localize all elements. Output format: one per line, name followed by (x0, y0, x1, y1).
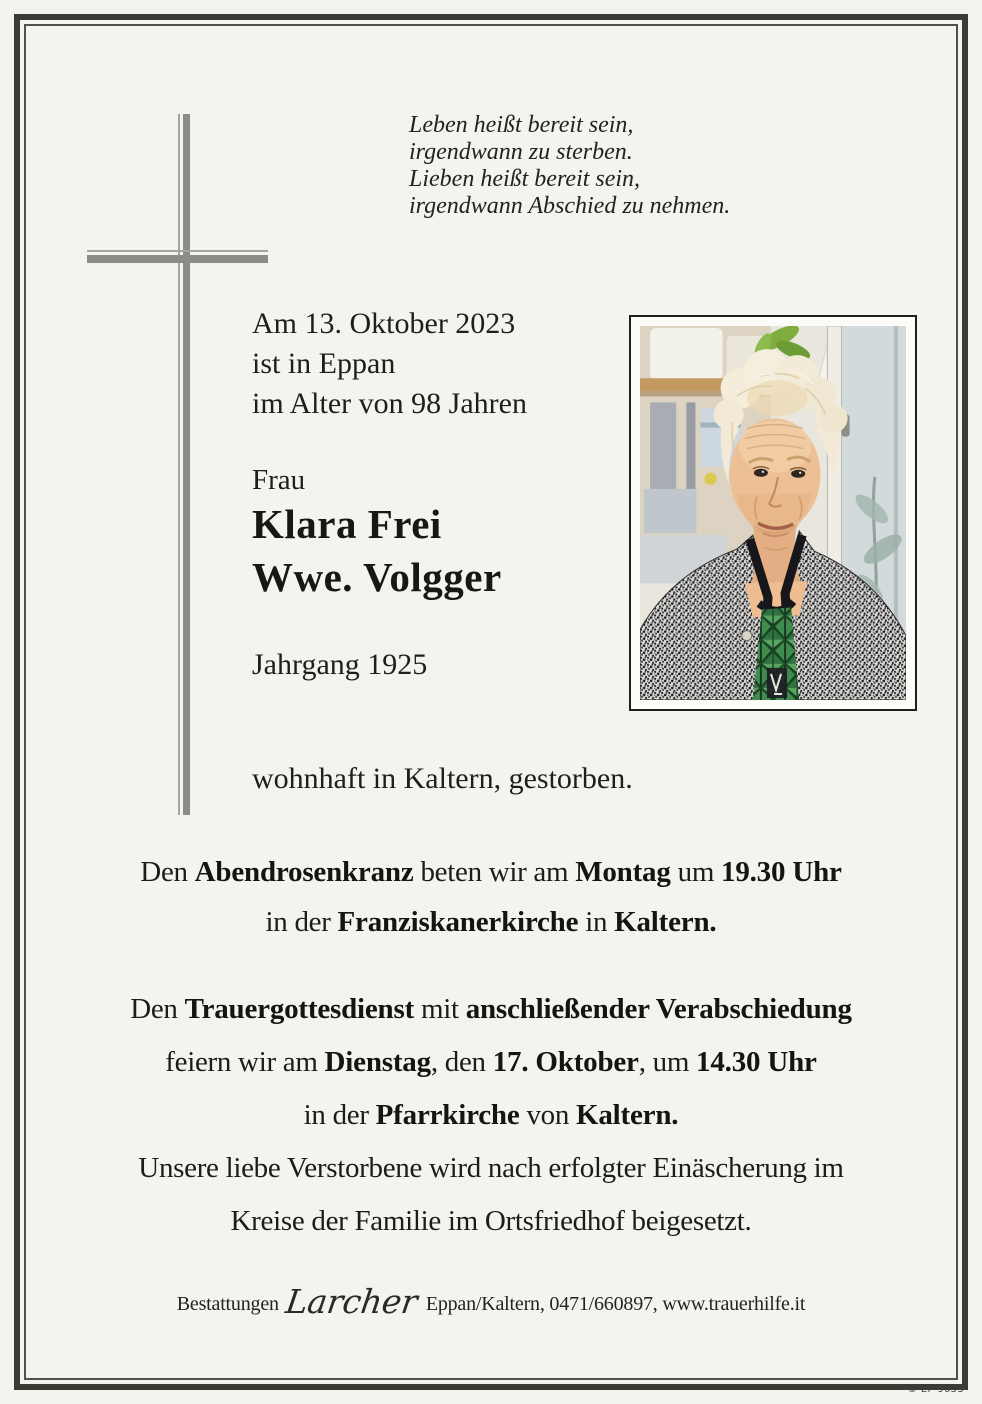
text-segment-bold: Dienstag (324, 1046, 431, 1078)
text-segment: beten wir am (413, 856, 576, 888)
text-segment-bold: 14.30 Uhr (696, 1046, 817, 1078)
text-segment-bold: Pfarrkirche (375, 1099, 520, 1131)
funeral-line-2 (0, 1046, 982, 1079)
text-segment-bold: Kaltern. (576, 1099, 679, 1131)
portrait-photo (629, 315, 917, 711)
memorial-quote (409, 112, 730, 220)
quote-line: irgendwann Abschied zu nehmen. (409, 193, 731, 219)
cross-horizontal-thin-line (87, 250, 268, 252)
funeral-line-1 (0, 993, 982, 1026)
text-segment: , den (430, 1046, 493, 1078)
print-code: © EP 9053 (907, 1384, 964, 1395)
text-segment-bold: anschließender Verabschiedung (465, 993, 852, 1025)
text-segment-bold: Kaltern. (614, 906, 717, 938)
text-segment: mit (414, 993, 466, 1025)
text-segment: in der (265, 906, 338, 938)
deceased-name (252, 498, 502, 604)
text-segment: um (670, 856, 722, 888)
text-segment-bold: 19.30 Uhr (721, 856, 842, 888)
text-segment-bold: Trauergottesdienst (184, 993, 415, 1025)
text-segment: in (578, 906, 615, 938)
text-segment: in der (303, 1099, 376, 1131)
text-segment-bold: Abendrosenkranz (194, 856, 414, 888)
text-segment-bold: 17. Oktober (492, 1046, 639, 1078)
quote-line: Leben heißt bereit sein, (409, 112, 634, 138)
residence-line: wohnhaft in Kaltern, gestorben. (252, 762, 633, 795)
text-segment-bold: Montag (575, 856, 671, 888)
funeral-home-line (0, 1282, 982, 1321)
rosary-line-1 (0, 856, 982, 889)
text-segment-bold: Franziskanerkirche (337, 906, 579, 938)
funeral-home-contact: Eppan/Kaltern, 0471/660897, www.trauerhilfe.it (425, 1293, 806, 1315)
text-segment: von (519, 1099, 577, 1131)
salutation: Frau (252, 464, 306, 496)
funeral-home-prefix: Bestattungen (176, 1293, 279, 1315)
death-date-line: Am 13. Oktober 2023 (252, 307, 516, 340)
cross-vertical-bar (183, 114, 190, 815)
burial-line-2: Kreise der Familie im Ortsfriedhof beigesetzt. (230, 1205, 752, 1237)
text-segment: , um (638, 1046, 697, 1078)
cross-vertical-thin-line (178, 114, 180, 815)
funeral-line-3 (0, 1099, 982, 1132)
text-segment: Den (130, 993, 185, 1025)
cross-horizontal-bar (87, 255, 268, 263)
portrait-photo-illustration (640, 326, 906, 700)
burial-line-1: Unsere liebe Verstorbene wird nach erfolgter Einäscherung im (138, 1152, 844, 1184)
deceased-name-line2: Wwe. Volgger (252, 554, 502, 600)
birth-year: Jahrgang 1925 (252, 648, 428, 681)
funeral-home-brand-script: Larcher (283, 1282, 420, 1321)
death-age-line: im Alter von 98 Jahren (252, 387, 527, 420)
death-date-block (252, 304, 527, 424)
deceased-name-line1: Klara Frei (252, 501, 442, 547)
text-segment: Den (140, 856, 195, 888)
death-place-line: ist in Eppan (252, 347, 396, 380)
quote-line: irgendwann zu sterben. (409, 139, 633, 165)
rosary-line-2 (0, 906, 982, 939)
text-segment: feiern wir am (165, 1046, 325, 1078)
quote-line: Lieben heißt bereit sein, (409, 166, 641, 192)
